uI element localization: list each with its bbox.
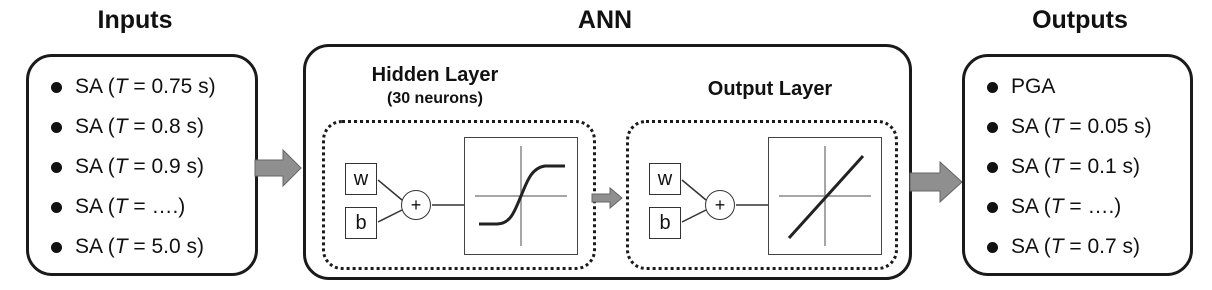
hidden-layer-title: Hidden Layer [371,64,499,86]
hidden-weight-box: w [345,163,377,195]
input-item: SA (T = ….) [49,187,216,227]
outputs-title: Outputs [1032,6,1128,34]
output-sum-node: + [705,190,735,220]
input-item: SA (T = 5.0 s) [49,227,216,267]
ann-title: ANN [577,6,633,34]
output-layer-title: Output Layer [707,78,833,100]
outputs-list [985,67,1152,267]
linear-activation-plot [768,137,882,255]
output-weight-box: w [649,163,681,195]
output-item: SA (T = 0.05 s) [985,107,1152,147]
arrow-ann-to-outputs [910,160,966,204]
output-item: SA (T = ….) [985,187,1152,227]
input-item: SA (T = 0.75 s) [49,67,216,107]
hidden-sum-node: + [401,190,431,220]
output-bias-box: b [649,207,681,239]
hidden-bias-box: b [345,207,377,239]
input-item: SA (T = 0.8 s) [49,107,216,147]
input-item: SA (T = 0.9 s) [49,147,216,187]
output-item: PGA [985,67,1152,107]
inputs-title: Inputs [97,6,173,34]
outputs-box [962,54,1193,276]
linear-curve-icon [769,138,881,254]
output-item: SA (T = 0.1 s) [985,147,1152,187]
output-item: SA (T = 0.7 s) [985,227,1152,267]
hidden-layer-subtitle: (30 neurons) [386,90,483,107]
